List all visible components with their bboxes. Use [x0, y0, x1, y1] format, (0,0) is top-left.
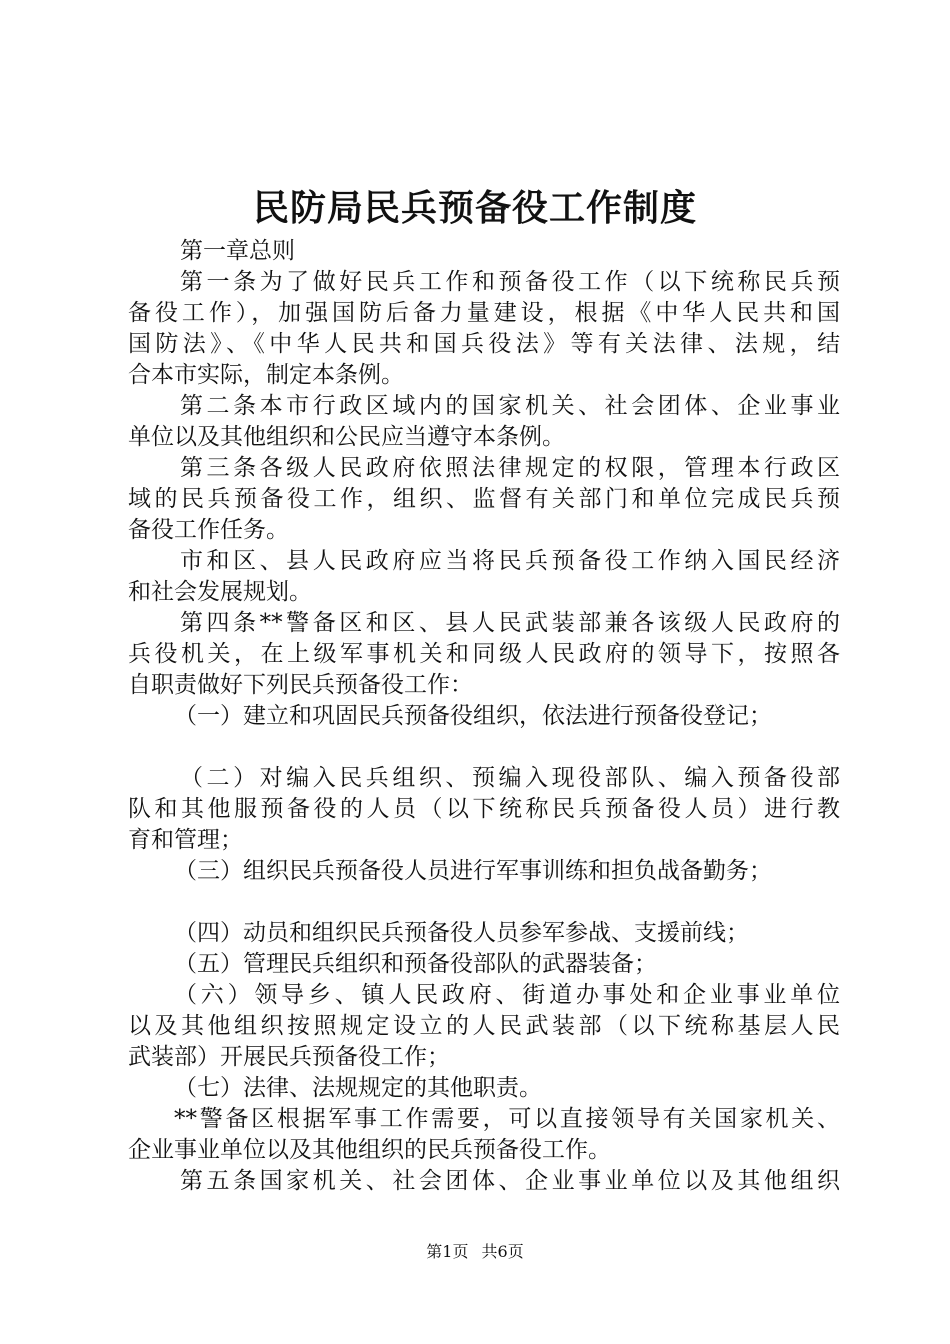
article-4-item-1: （一）建立和巩固民兵预备役组织，依法进行预备役登记；	[174, 703, 772, 729]
document-title: 民防局民兵预备役工作制度	[252, 187, 697, 229]
article-2-line-1: 第二条本市行政区域内的国家机关、社会团体、企业事业	[180, 393, 840, 419]
article-1-line-2: 备役工作），加强国防后备力量建设，根据《中华人民共和国	[128, 300, 840, 326]
article-3-para-2-line-2: 和社会发展规划。	[128, 579, 312, 605]
article-4-item-6-line-3: 武装部）开展民兵预备役工作；	[128, 1044, 450, 1070]
article-1-line-3: 国防法》、《中华人民共和国兵役法》等有关法律、法规，结	[128, 331, 840, 357]
article-4-para-2-line-1: **警备区根据军事工作需要，可以直接领导有关国家机关、	[174, 1106, 840, 1132]
article-3-line-1: 第三条各级人民政府依照法律规定的权限，管理本行政区	[180, 455, 840, 481]
document-body	[128, 236, 840, 1197]
page-number: 第1页	[426, 1242, 469, 1261]
article-4-item-3: （三）组织民兵预备役人员进行军事训练和担负战备勤务；	[174, 858, 772, 884]
article-4-item-7: （七）法律、法规规定的其他职责。	[174, 1075, 542, 1101]
article-4-item-5: （五）管理民兵组织和预备役部队的武器装备；	[174, 951, 657, 977]
article-4-line-1: 第四条**警备区和区、县人民武装部兼各该级人民政府的	[180, 610, 840, 636]
article-4-line-2: 兵役机关，在上级军事机关和同级人民政府的领导下，按照各	[128, 641, 840, 667]
article-3-para-2-line-1: 市和区、县人民政府应当将民兵预备役工作纳入国民经济	[180, 548, 840, 574]
page-total: 共6页	[481, 1242, 524, 1261]
article-4-line-3: 自职责做好下列民兵预备役工作：	[128, 672, 473, 698]
article-4-item-6-line-2: 以及其他组织按照规定设立的人民武装部（以下统称基层人民	[128, 1013, 840, 1039]
article-4-item-2-line-3: 育和管理；	[128, 827, 243, 853]
article-2-line-2: 单位以及其他组织和公民应当遵守本条例。	[128, 424, 565, 450]
article-4-para-2-line-2: 企业事业单位以及其他组织的民兵预备役工作。	[128, 1137, 611, 1163]
article-4-item-4: （四）动员和组织民兵预备役人员参军参战、支援前线；	[174, 920, 749, 946]
article-5-line-1: 第五条国家机关、社会团体、企业事业单位以及其他组织	[180, 1168, 840, 1194]
article-1-line-4: 合本市实际，制定本条例。	[128, 362, 404, 388]
article-4-item-2-line-1: （二）对编入民兵组织、预编入现役部队、编入预备役部	[180, 765, 840, 791]
chapter-heading: 第一章总则	[180, 238, 295, 264]
article-3-line-3: 备役工作任务。	[128, 517, 289, 543]
blank-line	[128, 887, 840, 918]
article-1-line-1: 第一条为了做好民兵工作和预备役工作（以下统称民兵预	[180, 269, 840, 295]
article-4-item-6-line-1: （六）领导乡、镇人民政府、街道办事处和企业事业单位	[174, 982, 840, 1008]
page-footer	[0, 1240, 950, 1264]
article-4-item-2-line-2: 队和其他服预备役的人员（以下统称民兵预备役人员）进行教	[128, 796, 840, 822]
blank-line	[128, 732, 840, 763]
article-3-line-2: 域的民兵预备役工作，组织、监督有关部门和单位完成民兵预	[128, 486, 840, 512]
